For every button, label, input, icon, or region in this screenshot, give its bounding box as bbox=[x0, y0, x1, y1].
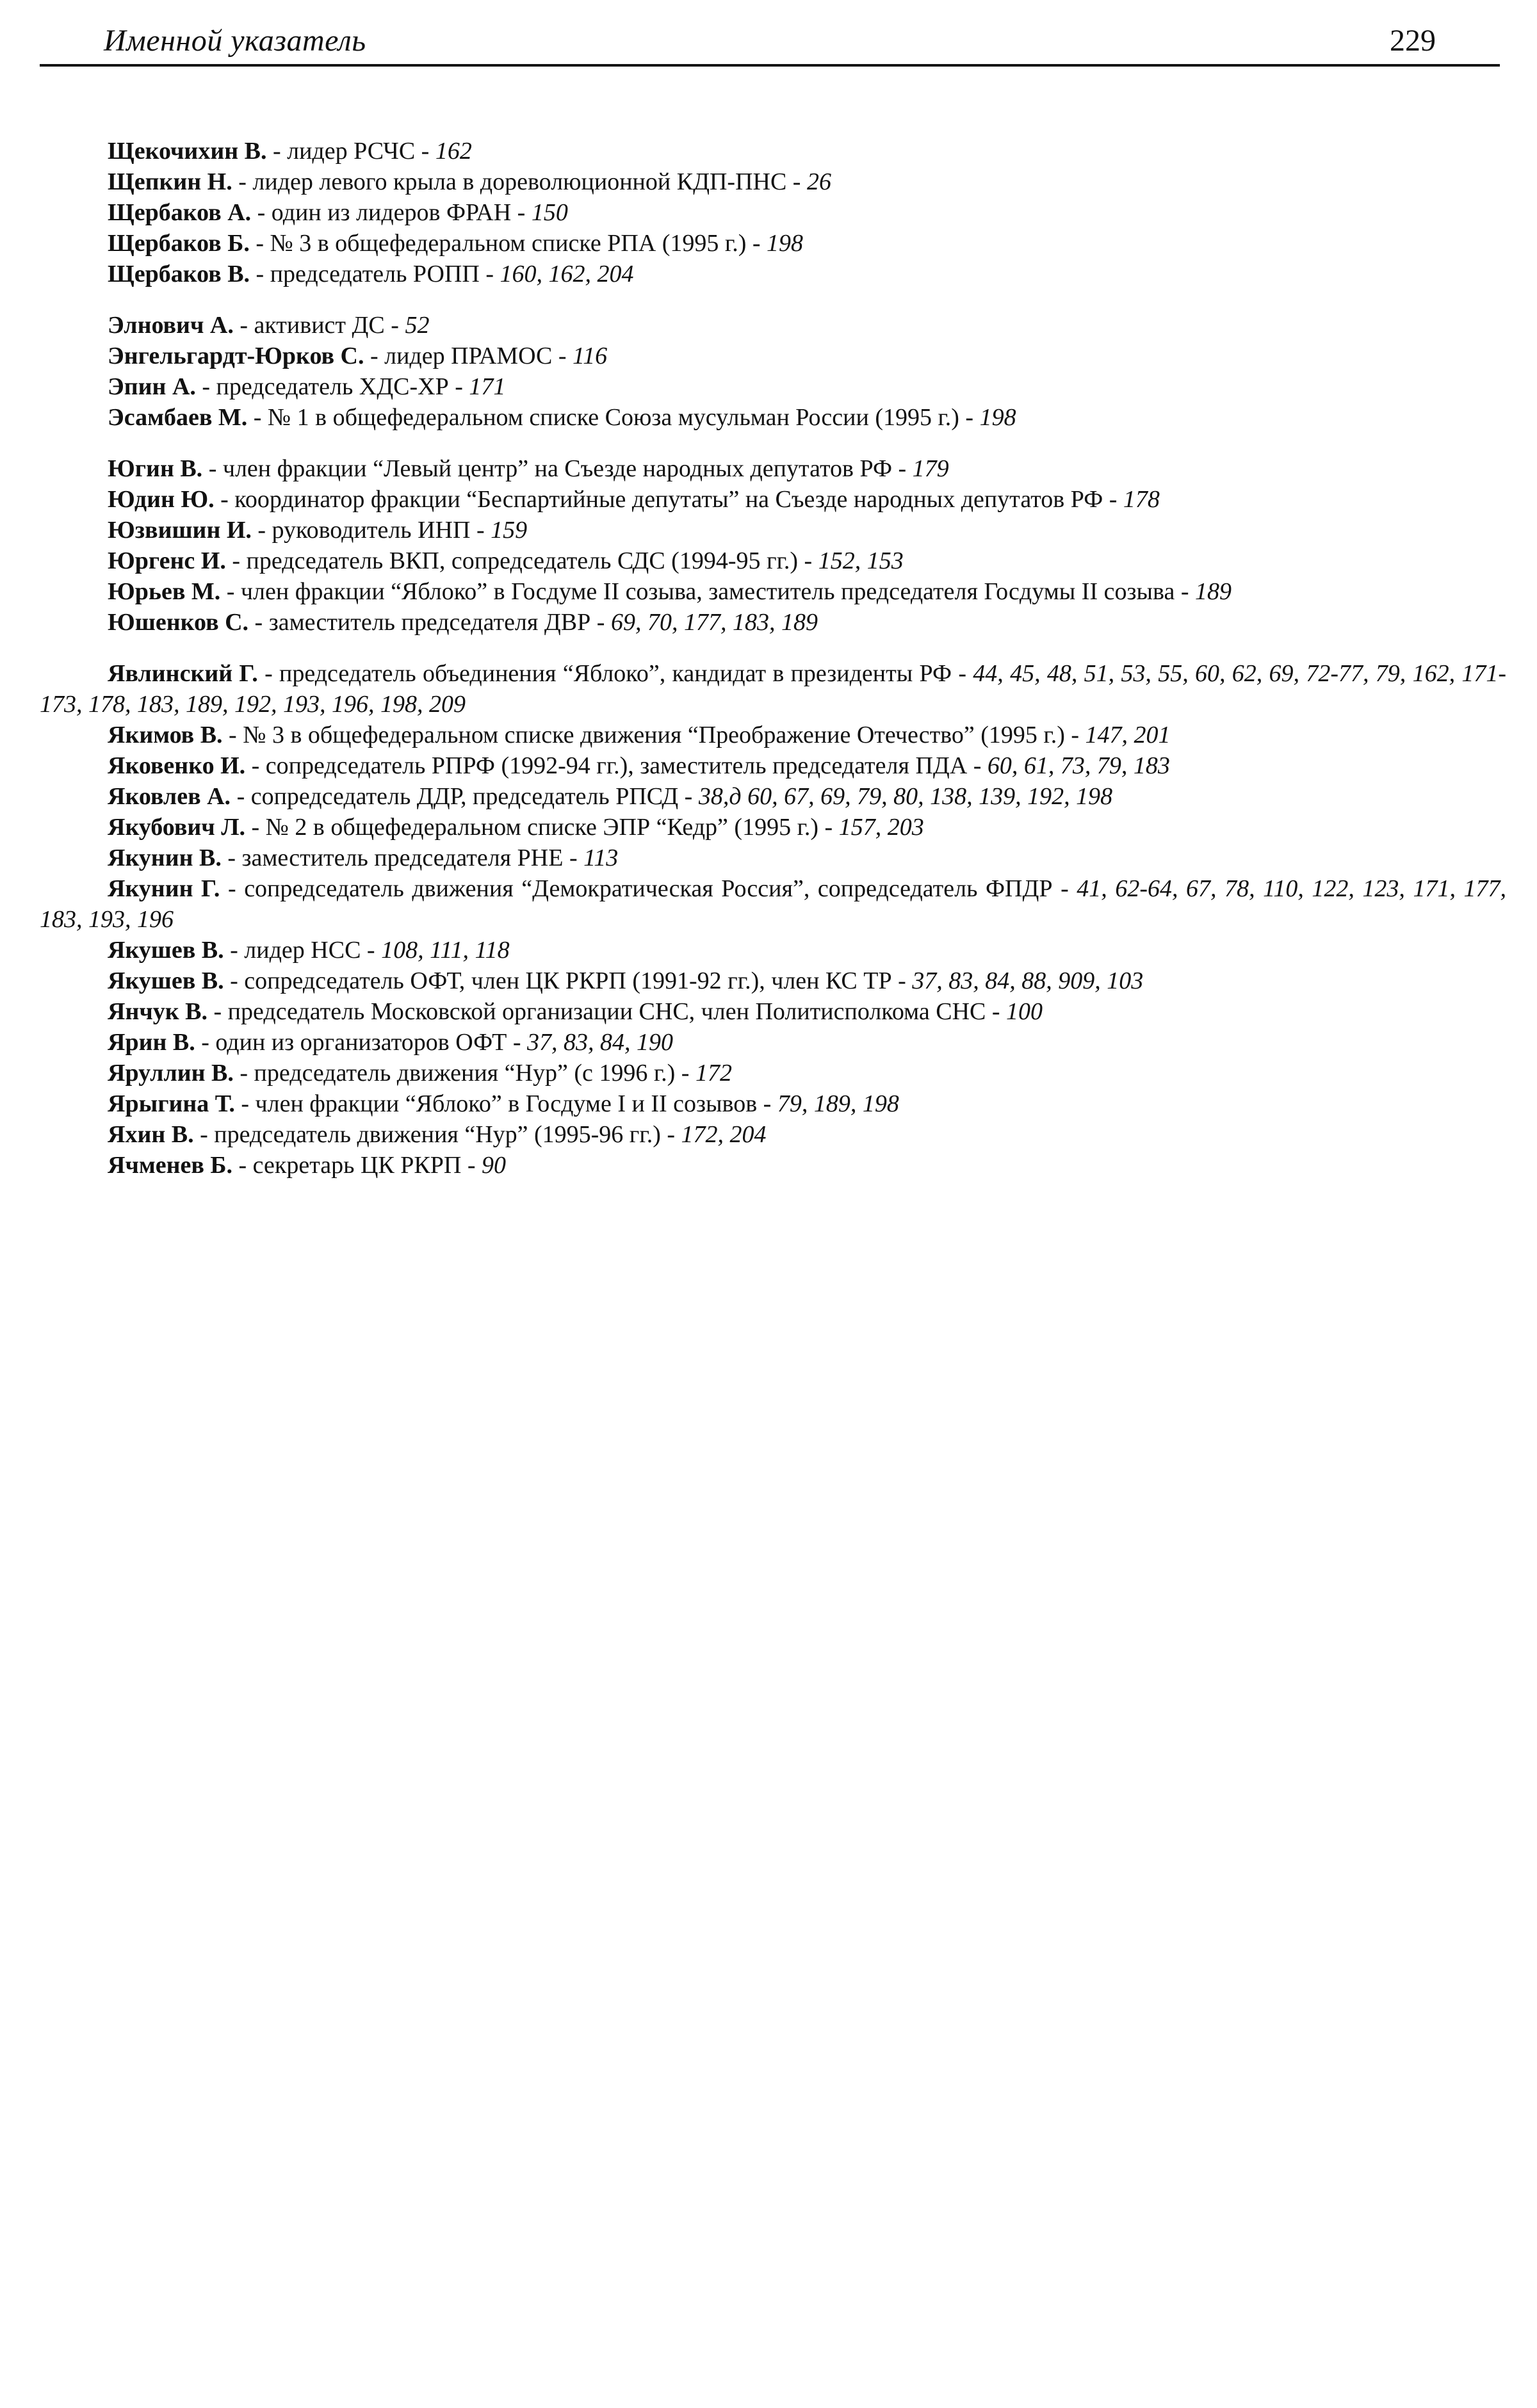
entry-pages: 150 bbox=[531, 199, 568, 226]
entry-description: - один из организаторов ОФТ - bbox=[195, 1029, 528, 1056]
index-entry bbox=[40, 843, 1506, 873]
entry-name: Щербаков Б. bbox=[108, 230, 250, 257]
index-entry bbox=[40, 658, 1506, 720]
page-number: 229 bbox=[1390, 24, 1436, 58]
entry-description: - № 3 в общефедеральном списке движения “Преображение Отечество” (1995 г.) - bbox=[222, 722, 1086, 748]
index-entry bbox=[40, 750, 1506, 781]
entry-description: - председатель объединения “Яблоко”, кандидат в президенты РФ - bbox=[257, 660, 973, 687]
entry-pages: 69, 70, 177, 183, 189 bbox=[610, 609, 818, 636]
entry-name: Якубович Л. bbox=[108, 814, 246, 841]
entry-name: Яковенко И. bbox=[108, 752, 246, 779]
entry-name: Щербаков В. bbox=[108, 261, 250, 287]
entry-pages: 160, 162, 204 bbox=[500, 261, 634, 287]
entry-pages: 162 bbox=[435, 138, 472, 165]
entry-pages: 171 bbox=[469, 373, 506, 400]
entry-name: Ячменев Б. bbox=[108, 1152, 233, 1179]
index-entry bbox=[40, 781, 1506, 812]
entry-pages: 44, 45, 48, 51, 53, 55, 60, 62, 69, 72-77, 79, 162, 171-173, 178, 183, 189, 192, 193, 196, 198, 209 bbox=[40, 660, 1507, 718]
entry-pages: 172, 204 bbox=[681, 1121, 767, 1148]
index-entry bbox=[40, 720, 1506, 750]
name-index bbox=[40, 136, 1506, 1201]
entry-name: Юзвишин И. bbox=[108, 517, 252, 544]
entry-pages: 79, 189, 198 bbox=[777, 1090, 899, 1117]
index-entry bbox=[40, 935, 1506, 966]
entry-description: - координатор фракции “Беспартийные депутаты” на Съезде народных депутатов РФ - bbox=[214, 486, 1123, 513]
entry-description: - сопредседатель движения “Демократическая Россия”, сопредседатель ФПДР - bbox=[220, 875, 1077, 902]
entry-pages: 113 bbox=[583, 844, 619, 871]
entry-name: Щепкин Н. bbox=[108, 168, 232, 195]
entry-description: - один из лидеров ФРАН - bbox=[251, 199, 532, 226]
entry-description: - секретарь ЦК РКРП - bbox=[232, 1152, 482, 1179]
index-entry bbox=[40, 228, 1506, 259]
index-entry bbox=[40, 402, 1506, 433]
entry-pages: 52 bbox=[405, 312, 430, 339]
entry-name: Явлинский Г. bbox=[108, 660, 258, 687]
index-entry bbox=[40, 259, 1506, 289]
index-entry bbox=[40, 1027, 1506, 1058]
index-entry bbox=[40, 310, 1506, 341]
entry-name: Юрьев М. bbox=[108, 578, 221, 605]
entry-description: - председатель ХДС-ХР - bbox=[195, 373, 469, 400]
entry-name: Югин В. bbox=[108, 455, 203, 482]
entry-name: Яковлев А. bbox=[108, 783, 231, 810]
entry-pages: 178 bbox=[1123, 486, 1160, 513]
entry-description: - лидер РСЧС - bbox=[266, 138, 435, 165]
entry-pages: 152, 153 bbox=[818, 547, 904, 574]
entry-pages: 41, 62-64, 67, 78, 110, 122, 123, 171, 177, 183, 193, 196 bbox=[40, 875, 1507, 933]
index-entry bbox=[40, 1119, 1506, 1150]
entry-pages: 157, 203 bbox=[838, 814, 924, 841]
entry-description: - председатель движения “Нур” (с 1996 г.) - bbox=[233, 1060, 695, 1087]
index-entry bbox=[40, 607, 1506, 638]
index-group bbox=[40, 658, 1506, 1181]
entry-description: - член фракции “Левый центр” на Съезде народных депутатов РФ - bbox=[202, 455, 913, 482]
index-entry bbox=[40, 371, 1506, 402]
entry-description: - председатель ВКП, сопредседатель СДС (1994-95 гг.) - bbox=[225, 547, 818, 574]
index-group bbox=[40, 136, 1506, 289]
entry-description: - член фракции “Яблоко” в Госдуме II созыва, заместитель председателя Госдумы II созыва - bbox=[220, 578, 1195, 605]
index-entry bbox=[40, 966, 1506, 996]
entry-pages: 116 bbox=[572, 343, 608, 369]
entry-pages: 147, 201 bbox=[1085, 722, 1171, 748]
index-entry bbox=[40, 197, 1506, 228]
entry-pages: 198 bbox=[767, 230, 804, 257]
entry-pages: 37, 83, 84, 190 bbox=[527, 1029, 674, 1056]
entry-name: Щербаков А. bbox=[108, 199, 252, 226]
index-entry bbox=[40, 484, 1506, 515]
entry-name: Эпин А. bbox=[108, 373, 196, 400]
entry-name: Якушев В. bbox=[108, 967, 224, 994]
entry-name: Ярин В. bbox=[108, 1029, 195, 1056]
entry-description: - председатель РОПП - bbox=[250, 261, 500, 287]
entry-pages: 172 bbox=[695, 1060, 732, 1087]
entry-description: - сопредседатель РПРФ (1992-94 гг.), заместитель председателя ПДА - bbox=[245, 752, 988, 779]
entry-name: Ярыгина Т. bbox=[108, 1090, 235, 1117]
entry-description: - председатель Московской организации СНС, член Политисполкома СНС - bbox=[207, 998, 1007, 1025]
entry-description: - активист ДС - bbox=[233, 312, 405, 339]
index-entry bbox=[40, 545, 1506, 576]
entry-description: - заместитель председателя РНЕ - bbox=[221, 844, 584, 871]
entry-name: Щекочихин В. bbox=[108, 138, 267, 165]
index-group bbox=[40, 453, 1506, 638]
page-header bbox=[40, 19, 1500, 67]
entry-name: Эсамбаев М. bbox=[108, 404, 248, 431]
entry-name: Якушев В. bbox=[108, 937, 224, 964]
entry-description: - сопредседатель ОФТ, член ЦК РКРП (1991-92 гг.), член КС ТР - bbox=[224, 967, 913, 994]
entry-pages: 37, 83, 84, 88, 909, 103 bbox=[912, 967, 1144, 994]
page-title: Именной указатель bbox=[104, 24, 366, 58]
index-group bbox=[40, 310, 1506, 433]
index-entry bbox=[40, 996, 1506, 1027]
index-entry bbox=[40, 1058, 1506, 1088]
entry-description: - председатель движения “Нур” (1995-96 гг.) - bbox=[193, 1121, 681, 1148]
entry-description: - № 2 в общефедеральном списке ЭПР “Кедр” (1995 г.) - bbox=[245, 814, 839, 841]
entry-description: - № 3 в общефедеральном списке РПА (1995 г.) - bbox=[249, 230, 767, 257]
entry-pages: 198 bbox=[979, 404, 1016, 431]
entry-pages: 26 bbox=[806, 168, 831, 195]
entry-pages: 90 bbox=[481, 1152, 506, 1179]
entry-pages: 38,д 60, 67, 69, 79, 80, 138, 139, 192, 198 bbox=[698, 783, 1113, 810]
entry-description: - руководитель ИНП - bbox=[251, 517, 491, 544]
entry-pages: 60, 61, 73, 79, 183 bbox=[987, 752, 1170, 779]
entry-name: Якунин Г. bbox=[108, 875, 220, 902]
index-entry bbox=[40, 812, 1506, 843]
entry-description: - лидер ПРАМОС - bbox=[364, 343, 573, 369]
entry-pages: 159 bbox=[491, 517, 528, 544]
entry-name: Якунин В. bbox=[108, 844, 222, 871]
entry-name: Якимов В. bbox=[108, 722, 223, 748]
entry-name: Яхин В. bbox=[108, 1121, 194, 1148]
entry-name: Яруллин В. bbox=[108, 1060, 234, 1087]
entry-pages: 189 bbox=[1195, 578, 1232, 605]
entry-description: - лидер НСС - bbox=[224, 937, 382, 964]
index-entry bbox=[40, 576, 1506, 607]
entry-description: - сопредседатель ДДР, председатель РПСД - bbox=[231, 783, 699, 810]
entry-description: - заместитель председателя ДВР - bbox=[248, 609, 611, 636]
index-entry bbox=[40, 873, 1506, 935]
entry-name: Юдин Ю. bbox=[108, 486, 215, 513]
entry-name: Юргенс И. bbox=[108, 547, 226, 574]
entry-pages: 179 bbox=[912, 455, 949, 482]
index-entry bbox=[40, 136, 1506, 166]
entry-pages: 108, 111, 118 bbox=[381, 937, 510, 964]
entry-name: Янчук В. bbox=[108, 998, 208, 1025]
index-entry bbox=[40, 166, 1506, 197]
entry-name: Элнович А. bbox=[108, 312, 234, 339]
index-entry bbox=[40, 515, 1506, 545]
entry-description: - член фракции “Яблоко” в Госдуме I и II созывов - bbox=[234, 1090, 777, 1117]
entry-description: - лидер левого крыла в дореволюционной КДП-ПНС - bbox=[232, 168, 807, 195]
index-entry bbox=[40, 341, 1506, 371]
index-entry bbox=[40, 453, 1506, 484]
entry-name: Юшенков С. bbox=[108, 609, 249, 636]
index-entry bbox=[40, 1088, 1506, 1119]
entry-name: Энгельгардт-Юрков С. bbox=[108, 343, 364, 369]
entry-pages: 100 bbox=[1006, 998, 1043, 1025]
index-entry bbox=[40, 1150, 1506, 1181]
entry-description: - № 1 в общефедеральном списке Союза мусульман России (1995 г.) - bbox=[247, 404, 980, 431]
